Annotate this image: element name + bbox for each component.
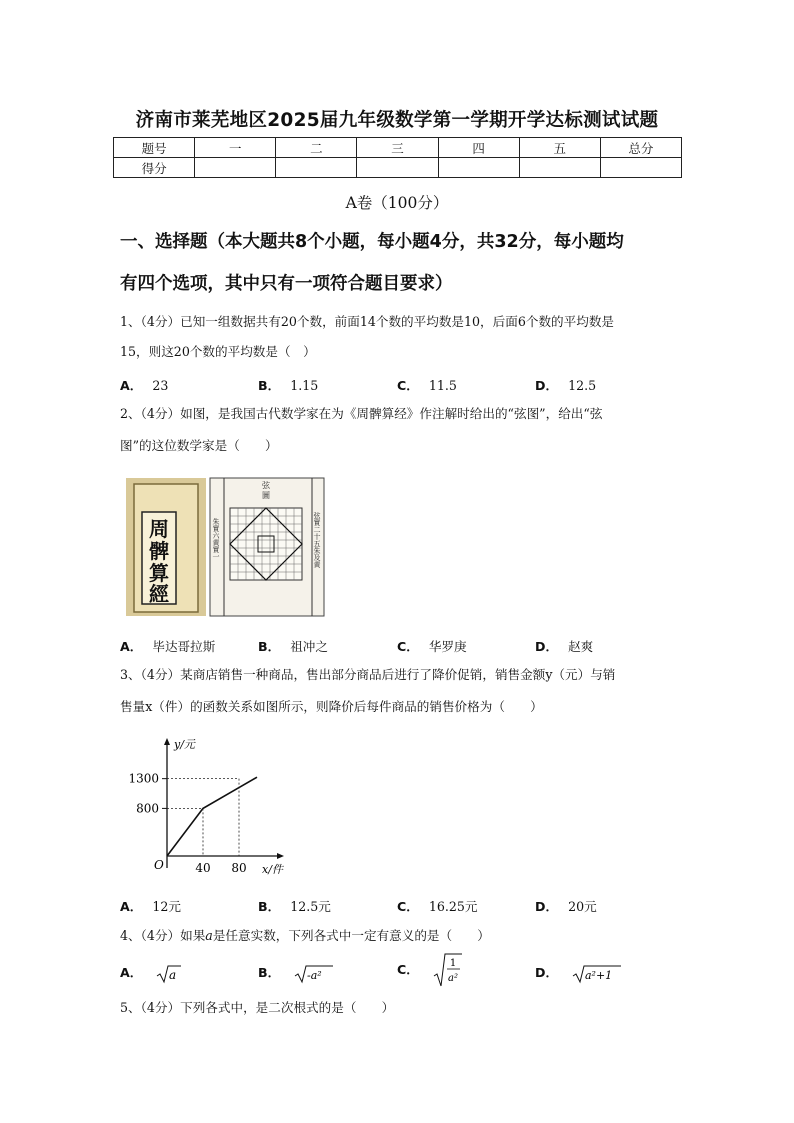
score-cell: 题号 (114, 138, 195, 158)
q3-line1: 3、（4分）某商店销售一种商品，售出部分商品后进行了降价促销，销售金额y（元）与销 (120, 667, 616, 682)
score-input-cell (276, 158, 357, 178)
score-table (113, 137, 682, 178)
q4-line1: 4、（4分）如果a是任意实数，下列各式中一定有意义的是（ ） (120, 928, 490, 943)
q2-line1: 2、（4分）如图，是我国古代数学家在为《周髀算经》作注解时给出的“弦图”，给出“弦 (120, 406, 603, 421)
q1-line2: 15，则这20个数的平均数是（ ） (120, 344, 316, 359)
xian-tu-left-label: 朱實六黄實一 (212, 518, 220, 560)
svg-text:經: 經 (149, 582, 169, 606)
xian-tu-caption: 弦 (262, 481, 270, 490)
zhoubi-suanjing-image (126, 478, 324, 616)
x-axis-label: x/件 (262, 863, 283, 876)
sqrt-a-expr (156, 964, 182, 984)
score-input-cell (438, 158, 519, 178)
score-cell: 一 (195, 138, 276, 158)
q1-option-b: B． 1.15 (258, 378, 319, 393)
q1-option-c: C． 11.5 (397, 378, 457, 393)
origin-label: O (154, 858, 164, 872)
q1-line1: 1、（4分）已知一组数据共有20个数，前面14个数的平均数是10，后面6个数的平均数是 (120, 314, 615, 329)
xian-tu-grid (230, 508, 302, 580)
q1-option-d: D． 12.5 (535, 378, 597, 393)
q4-option-b: B． -a² (258, 962, 334, 984)
section-a-heading: A卷（100分） (345, 194, 449, 212)
q4-option-d: D． a²+1 (535, 962, 622, 984)
book-title-text: 周 (149, 517, 169, 541)
svg-text:-a²: -a² (307, 968, 322, 982)
svg-text:a²: a² (447, 973, 458, 984)
score-table-header-row (114, 138, 682, 158)
svg-text:算: 算 (149, 561, 169, 585)
section1-heading-line2: 有四个选项，其中只有一项符合题目要求） (120, 274, 453, 294)
q2-option-b: B． 祖冲之 (258, 639, 328, 654)
score-input-cell (600, 158, 681, 178)
q2-option-a: A． 毕达哥拉斯 (120, 639, 216, 654)
q5-line1: 5、（4分）下列各式中，是二次根式的是（ ） (120, 1000, 395, 1015)
y-tick-label: 800 (136, 801, 159, 816)
q1-option-a: A． 23 (120, 378, 169, 393)
score-cell: 三 (357, 138, 438, 158)
q4-option-c: C． 1 a² (397, 952, 463, 988)
q3-option-c: C． 16.25元 (397, 899, 478, 914)
xian-tu-right-label: 弦實二十五朱及黄 (313, 512, 321, 568)
score-input-cell (357, 158, 438, 178)
q3-option-d: D． 20元 (535, 899, 597, 914)
q3-option-a: A． 12元 (120, 899, 181, 914)
sqrt-neg-a-squared-expr (294, 964, 334, 984)
score-input-cell (195, 158, 276, 178)
page-title: 济南市莱芜地区2025届九年级数学第一学期开学达标测试试题 (135, 110, 659, 131)
score-table-score-row (114, 158, 682, 178)
score-cell: 四 (438, 138, 519, 158)
q3-line2: 售量x（件）的函数关系如图所示，则降价后每件商品的销售价格为（ ） (120, 699, 543, 714)
series-line (167, 777, 257, 856)
q2-option-c: C． 华罗庚 (397, 639, 467, 654)
y-axis-label: y/元 (174, 738, 195, 751)
section1-heading-line1: 一、选择题（本大题共8个小题，每小题4分，共32分，每小题均 (120, 232, 624, 252)
score-input-cell (519, 158, 600, 178)
var-a: a (205, 928, 213, 943)
svg-text:1: 1 (449, 958, 457, 969)
score-cell: 得分 (114, 158, 195, 178)
q2-line2: 图”的这位数学家是（ ） (120, 438, 278, 453)
q3-option-b: B． 12.5元 (258, 899, 331, 914)
y-tick-label: 1300 (128, 771, 159, 786)
svg-text:a²+1: a²+1 (585, 968, 613, 982)
score-cell: 二 (276, 138, 357, 158)
sqrt-a-squared-plus-one-expr (572, 964, 622, 984)
score-cell: 五 (519, 138, 600, 158)
q2-option-d: D． 赵爽 (535, 639, 594, 654)
x-axis-arrow (277, 853, 284, 859)
sales-chart (120, 732, 300, 882)
x-tick-label: 80 (231, 861, 247, 875)
svg-text:圖: 圖 (262, 491, 270, 500)
score-cell: 总分 (600, 138, 681, 158)
x-tick-label: 40 (195, 861, 211, 875)
svg-text:髀: 髀 (149, 539, 169, 563)
y-axis-arrow (164, 738, 170, 745)
sqrt-one-over-a-squared-expr (433, 952, 463, 988)
q4-option-a: A． a (120, 962, 182, 984)
svg-text:a: a (169, 967, 177, 982)
